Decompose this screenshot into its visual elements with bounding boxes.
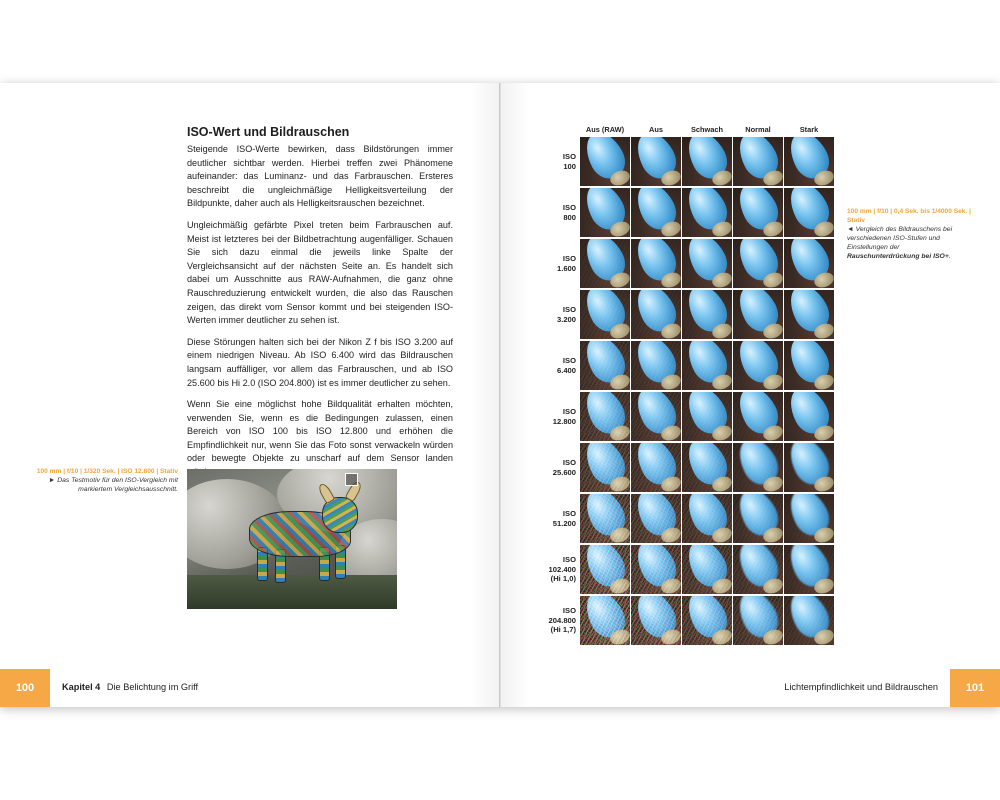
ground — [187, 575, 397, 609]
row-label-line: 51.200 — [552, 518, 576, 528]
row-label-line: ISO — [562, 254, 576, 264]
noise-sample-cell — [580, 545, 630, 594]
noise-overlay — [784, 443, 834, 492]
noise-sample-cell — [631, 494, 681, 543]
row-label — [530, 254, 576, 273]
noise-overlay — [784, 392, 834, 441]
noise-overlay — [682, 239, 732, 288]
noise-sample-cell — [631, 290, 681, 339]
noise-overlay — [733, 494, 783, 543]
noise-sample-cell — [682, 137, 732, 186]
column-header: Aus (RAW) — [585, 125, 625, 134]
noise-overlay — [580, 494, 630, 543]
noise-overlay — [580, 596, 630, 645]
noise-overlay — [631, 494, 681, 543]
noise-sample-cell — [784, 137, 834, 186]
noise-overlay — [580, 443, 630, 492]
noise-overlay — [631, 188, 681, 237]
row-label — [530, 356, 576, 375]
noise-overlay — [784, 596, 834, 645]
noise-overlay — [733, 290, 783, 339]
noise-overlay — [682, 290, 732, 339]
noise-overlay — [580, 392, 630, 441]
caption-exif: 100 mm | f/10 | 1/320 Sek. | ISO 12.800 | Stativ — [36, 468, 178, 475]
noise-sample-cell — [733, 596, 783, 645]
row-label-line: 102.400 — [548, 564, 576, 574]
noise-overlay — [784, 494, 834, 543]
section-heading: ISO-Wert und Bildrauschen — [187, 125, 350, 139]
noise-sample-cell — [733, 188, 783, 237]
noise-sample-cell — [682, 239, 732, 288]
noise-overlay — [631, 290, 681, 339]
row-label-line: ISO — [562, 305, 576, 315]
noise-sample-cell — [580, 392, 630, 441]
row-label-line: 800 — [563, 212, 576, 222]
book-gutter — [499, 83, 501, 707]
row-label-line: (Hi 1,7) — [550, 625, 576, 635]
noise-overlay — [733, 443, 783, 492]
noise-sample-cell — [784, 443, 834, 492]
body-text — [187, 143, 453, 488]
caption-exif: 100 mm | f/10 | 0,4 Sek. bis 1/4000 Sek. | Stativ — [847, 208, 971, 224]
noise-overlay — [682, 188, 732, 237]
noise-sample-cell — [733, 545, 783, 594]
row-label — [530, 606, 576, 634]
noise-sample-cell — [733, 239, 783, 288]
noise-sample-cell — [580, 596, 630, 645]
noise-overlay — [784, 545, 834, 594]
gutter-shadow-left — [470, 83, 499, 707]
paragraph: Diese Störungen halten sich bei der Nikon Z f bis ISO 3.200 auf einem niedrigen Niveau. Ab ISO 6.400 wird das Bildrauschen langsam auffälliger, vor allem das Farbrauschen, und ab ISO 25.600 bis Hi 2.0 (ISO 204.800) ist es immer deutlicher zu sehen. — [187, 336, 453, 388]
row-label — [530, 305, 576, 324]
noise-overlay — [631, 341, 681, 390]
noise-sample-cell — [682, 494, 732, 543]
row-label-line: ISO — [562, 407, 576, 417]
paragraph: Steigende ISO-Werte bewirken, dass Bildstörungen immer deutlicher sichtbar werden. Hierbei treffen zwei Phänomene aufeinander: das Luminanz- und das Farbrauschen. Ersteres beschreibt die ungleichmäßige Helligkeitsverteilung der Bildpunkte, daher auch als Helligkeitsrauschen bezeichnet. — [187, 144, 453, 209]
noise-sample-cell — [682, 341, 732, 390]
noise-overlay — [580, 188, 630, 237]
noise-sample-cell — [580, 188, 630, 237]
gutter-shadow-right — [501, 83, 530, 707]
noise-sample-cell — [682, 545, 732, 594]
noise-overlay — [631, 392, 681, 441]
column-header: Schwach — [690, 125, 724, 134]
row-label-line: ISO — [562, 356, 576, 366]
noise-overlay — [733, 596, 783, 645]
noise-sample-cell — [784, 239, 834, 288]
row-label-line: 204.800 — [548, 615, 576, 625]
noise-overlay — [631, 443, 681, 492]
noise-sample-cell — [733, 290, 783, 339]
caption-text: ► Das Testmotiv für den ISO-Vergleich mit markiertem Vergleichsausschnitt. — [48, 477, 178, 493]
noise-sample-cell — [682, 596, 732, 645]
row-label-line: 6.400 — [556, 365, 576, 375]
row-label-line: ISO — [562, 606, 576, 616]
noise-overlay — [580, 545, 630, 594]
noise-sample-cell — [631, 239, 681, 288]
caption-text — [847, 225, 972, 261]
footer-right: Lichtempfindlichkeit und Bildrauschen — [784, 682, 938, 692]
noise-sample-cell — [580, 239, 630, 288]
row-label-line: 3.200 — [556, 314, 576, 324]
row-label — [530, 509, 576, 528]
noise-overlay — [733, 239, 783, 288]
noise-overlay — [682, 545, 732, 594]
noise-overlay — [631, 239, 681, 288]
row-label — [530, 203, 576, 222]
noise-sample-cell — [784, 545, 834, 594]
row-label — [530, 407, 576, 426]
footer-left — [62, 682, 198, 692]
noise-sample-cell — [631, 188, 681, 237]
noise-overlay — [733, 392, 783, 441]
noise-sample-cell — [580, 443, 630, 492]
noise-sample-cell — [682, 188, 732, 237]
noise-overlay — [580, 290, 630, 339]
row-label-line: ISO — [562, 458, 576, 468]
noise-overlay — [580, 341, 630, 390]
row-label — [530, 555, 576, 583]
noise-sample-cell — [631, 443, 681, 492]
row-label-line: 25.600 — [552, 467, 576, 477]
caption-text-bold: Rauschunterdrückung bei ISO+ — [847, 253, 949, 260]
row-label-line: ISO — [562, 152, 576, 162]
noise-sample-cell — [784, 392, 834, 441]
noise-sample-cell — [580, 494, 630, 543]
noise-sample-cell — [682, 290, 732, 339]
noise-sample-cell — [631, 341, 681, 390]
noise-sample-cell — [631, 137, 681, 186]
noise-comparison-grid — [580, 137, 835, 644]
noise-overlay — [682, 494, 732, 543]
noise-sample-cell — [580, 341, 630, 390]
noise-overlay — [733, 341, 783, 390]
caption-text-part: ◄ Vergleich des Bildrauschens bei verschiedenen ISO-Stufen und Einstellungen der — [847, 226, 953, 251]
noise-sample-cell — [733, 341, 783, 390]
noise-sample-cell — [682, 443, 732, 492]
crop-marker — [345, 473, 358, 486]
book-spread — [0, 83, 1000, 707]
column-header: Normal — [745, 125, 771, 134]
noise-sample-cell — [784, 596, 834, 645]
noise-overlay — [580, 239, 630, 288]
page-number-right: 101 — [950, 669, 1000, 707]
noise-overlay — [682, 392, 732, 441]
bull-test-photo — [187, 469, 397, 609]
noise-sample-cell — [631, 545, 681, 594]
row-label — [530, 152, 576, 171]
noise-sample-cell — [784, 341, 834, 390]
row-label-line: ISO — [562, 203, 576, 213]
caption-text-end: . — [948, 253, 951, 260]
noise-overlay — [631, 596, 681, 645]
footer-chapter-title: Die Belichtung im Griff — [106, 682, 199, 692]
row-label-line: 12.800 — [552, 416, 576, 426]
noise-sample-cell — [784, 188, 834, 237]
noise-sample-cell — [784, 290, 834, 339]
noise-overlay — [631, 545, 681, 594]
paragraph: Ungleichmäßig gefärbte Pixel treten beim Farbrauschen auf. Meist ist letzteres bei der Bildbetrachtung augenfälliger. Schauen Sie sich dazu einmal die jeweils linke Spalte der Vergleichsansicht auf der nächsten Seite an. Es handelt sich dabei um Ausschnitte aus RAW-Aufnahmen, die ganz ohne Rauschreduzierung entwickelt wurden, die also das Rauschen zeigen, das direkt vom Sensor kommt und bei steigenden ISO-Werten immer deutlicher zu sehen ist. — [187, 219, 453, 326]
noise-sample-cell — [631, 596, 681, 645]
row-label — [530, 458, 576, 477]
row-label-line: 100 — [563, 161, 576, 171]
noise-overlay — [784, 290, 834, 339]
noise-sample-cell — [682, 392, 732, 441]
row-label-line: ISO — [562, 509, 576, 519]
row-label-line: ISO — [562, 555, 576, 565]
noise-sample-cell — [631, 392, 681, 441]
photo-caption — [20, 467, 178, 494]
noise-overlay — [784, 341, 834, 390]
noise-overlay — [733, 545, 783, 594]
column-header: Aus — [649, 125, 663, 134]
noise-sample-cell — [580, 137, 630, 186]
row-label-line: (Hi 1,0) — [550, 574, 576, 584]
page-number-left: 100 — [0, 669, 50, 707]
noise-sample-cell — [580, 290, 630, 339]
noise-overlay — [682, 596, 732, 645]
noise-sample-cell — [733, 494, 783, 543]
paragraph: Wenn Sie eine möglichst hohe Bildqualität erhalten möchten, verwenden Sie, wenn es die Bedingungen zulassen, einen Bereich von ISO 100 bis ISO 12.800 und erhöhen die Empfindlichkeit nur, wenn Sie das Foto sonst verwackeln würden oder bewegte Objekte zu unscharf auf dem Sensor landen — [187, 399, 453, 464]
grid-caption — [847, 207, 972, 261]
noise-sample-cell — [733, 443, 783, 492]
row-label-line: 1.600 — [556, 263, 576, 273]
noise-overlay — [682, 341, 732, 390]
noise-sample-cell — [733, 392, 783, 441]
noise-sample-cell — [733, 137, 783, 186]
noise-overlay — [682, 443, 732, 492]
column-header: Stark — [799, 125, 819, 134]
noise-sample-cell — [784, 494, 834, 543]
footer-chapter: Kapitel 4 — [62, 682, 101, 692]
